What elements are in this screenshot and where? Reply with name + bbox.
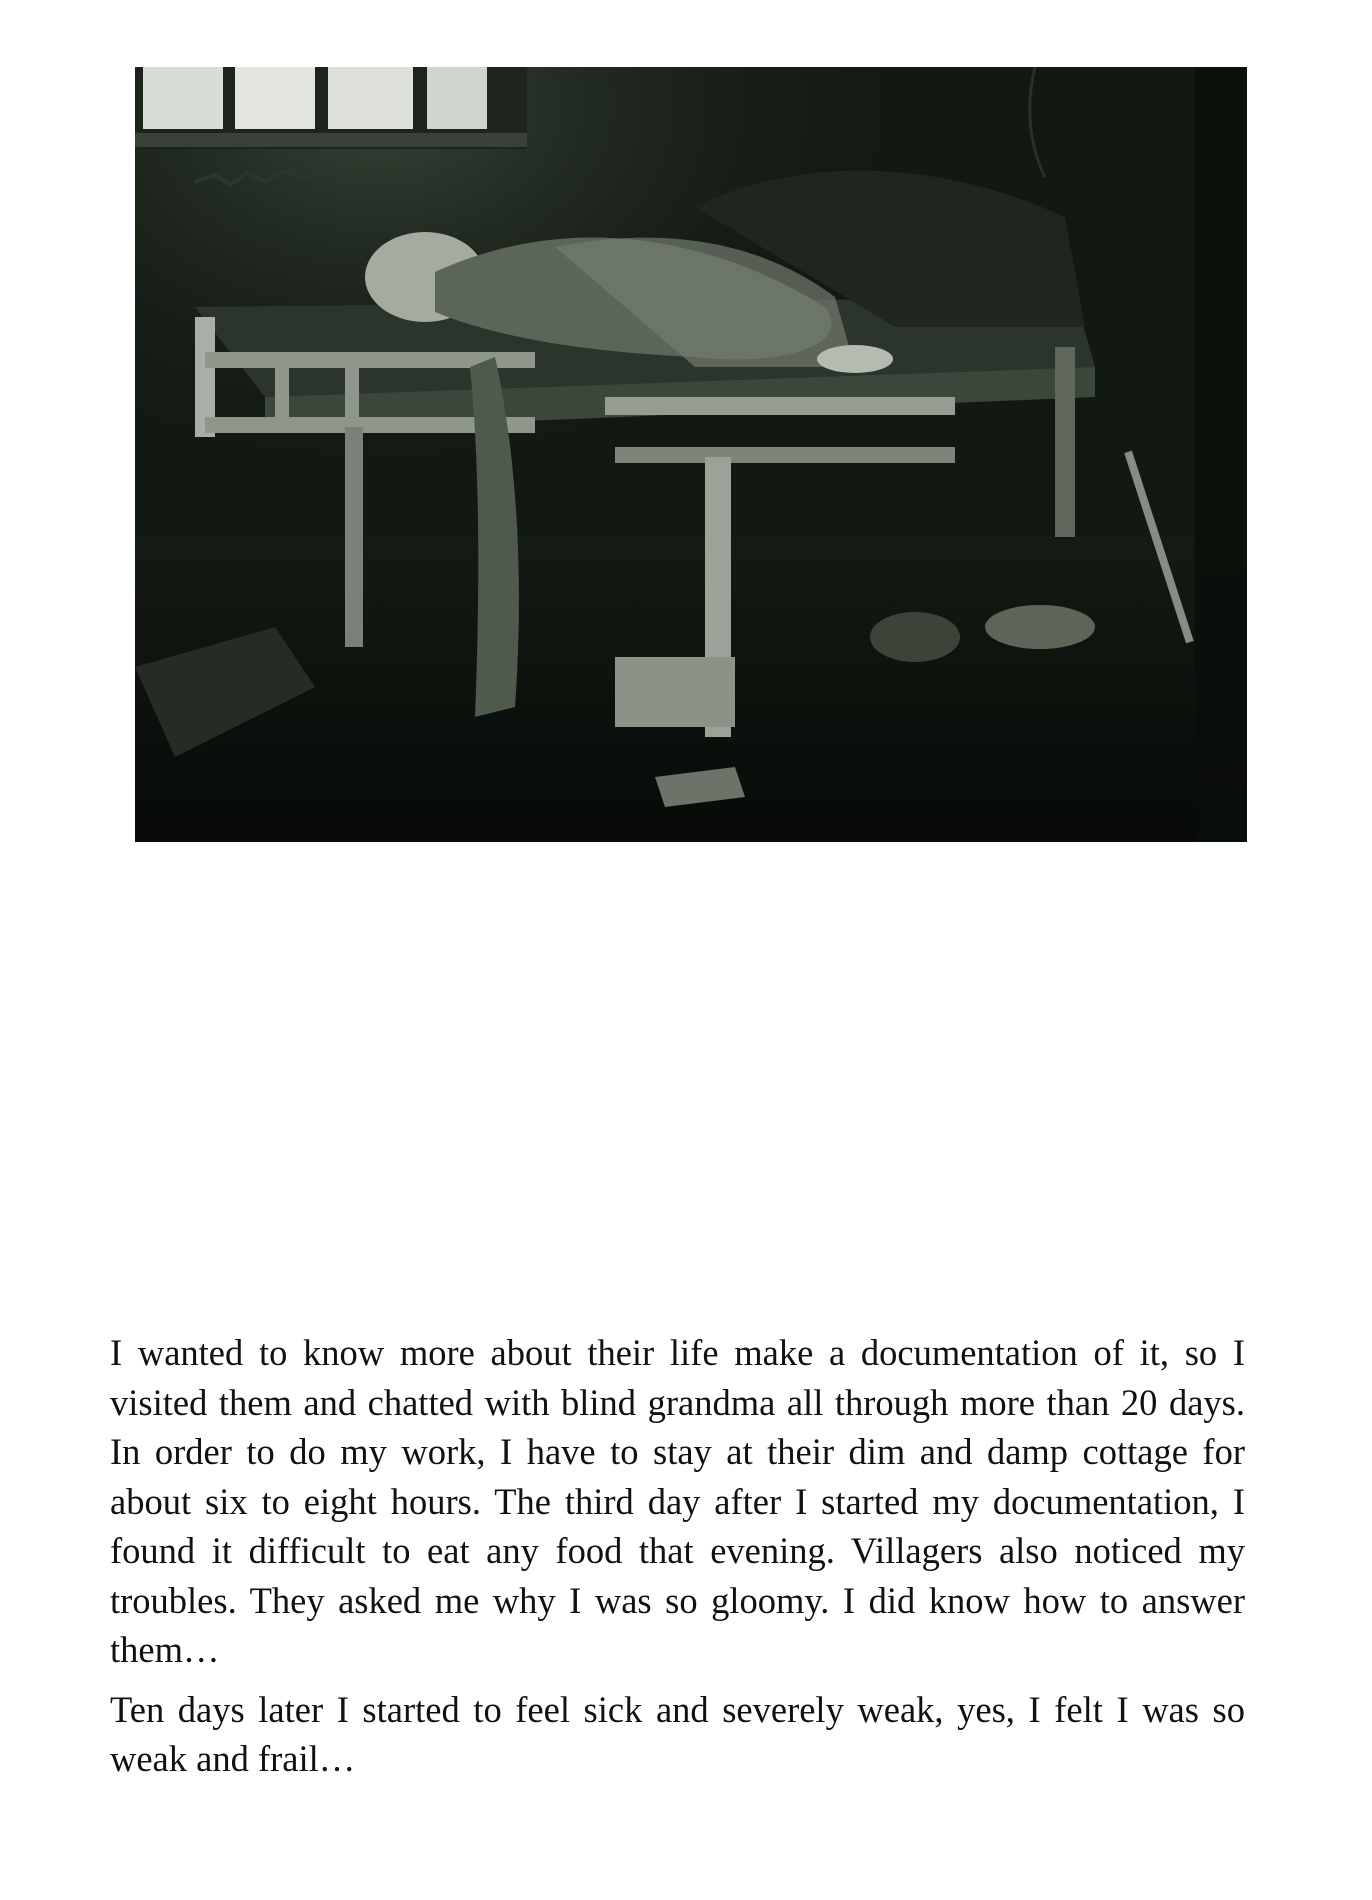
body-text	[110, 1328, 1245, 1784]
photo-dark-room-bed-icon	[135, 67, 1247, 842]
paragraph-1: I wanted to know more about their life make a documentation of it, so I visited them and chatted with blind grandma all through more than 20 days. In order to do my work, I have to stay at their dim and damp cottage for about six to eight hours. The third day after I started my documentation, I found it difficult to eat any food that evening. Villagers also noticed my troubles. They asked me why I was so gloomy. I did know how to answer them…	[110, 1332, 1245, 1670]
documentary-photo	[135, 67, 1247, 842]
paragraph-2: Ten days later I started to feel sick and severely weak, yes, I felt I was so weak and frail…	[110, 1688, 1245, 1779]
